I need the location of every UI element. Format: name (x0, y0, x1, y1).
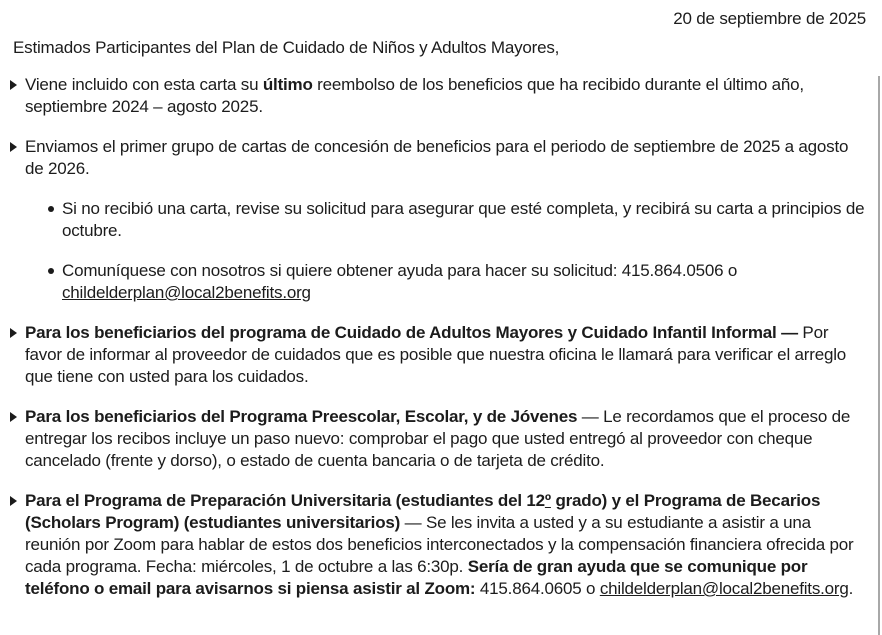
arrow-bullet-icon (10, 80, 17, 90)
item-text (25, 490, 866, 600)
item-text (25, 74, 866, 118)
item-text (25, 406, 866, 472)
bullet-item-college-scholars (13, 490, 866, 600)
text-segment-bold: Para el Programa de Preparación Universitaria (estudiantes del 12 (25, 491, 545, 510)
text-segment: . (848, 579, 854, 598)
text-segment: Por favor de informar al proveedor de cuidados que es posible que nuestra oficina le llamará para verificar el arreglo que tiene con usted para los cuidados. (25, 323, 847, 386)
ordinal-indicator: º (544, 491, 551, 510)
text-segment-bold: Sería de gran ayuda que se comunique por teléfono o email para avisarnos si piensa asistir al Zoom: (25, 557, 808, 598)
bullet-item-final-reimbursement (13, 74, 866, 118)
arrow-bullet-icon (10, 496, 17, 506)
text-segment-bold: último (262, 75, 313, 94)
text-segment: Viene incluido con esta carta su (25, 75, 263, 94)
text-segment: 415.864.0605 o (475, 579, 600, 598)
item-text: Enviamos el primer grupo de cartas de concesión de beneficios para el periodo de septiembre de 2025 a agosto de 2026. (25, 137, 849, 178)
arrow-bullet-icon (10, 412, 17, 422)
salutation: Estimados Participantes del Plan de Cuidado de Niños y Adultos Mayores, (13, 38, 560, 57)
text-segment-bold: Para los beneficiarios del programa de Cuidado de Adultos Mayores y Cuidado Infantil Informal — (25, 323, 798, 342)
text-segment: — Se les invita a usted y a su estudiante a asistir a una reunión por Zoom para hablar de estos dos beneficios interconectados y la compensación financiera ofrecida por cada programa. Fecha: miércoles, 1 de octubre a las 6:30p. (25, 513, 854, 576)
item-text (25, 322, 866, 388)
dot-bullet-icon (48, 206, 54, 212)
text-segment-bold: Para los beneficiarios del Programa Preescolar, Escolar, y de Jóvenes (25, 407, 578, 426)
bullet-item-award-letters (13, 136, 866, 180)
item-text (62, 260, 866, 304)
arrow-bullet-icon (10, 142, 17, 152)
right-edge-line (878, 76, 880, 635)
text-segment: Comuníquese con nosotros si quiere obtener ayuda para hacer su solicitud: 415.864.0506 o (62, 261, 738, 280)
letter-date: 20 de septiembre de 2025 (673, 9, 866, 28)
email-link[interactable]: childelderplan@local2benefits.org (599, 579, 849, 598)
text-segment-bold: grado) y el Programa de Becarios (Scholars Program) (estudiantes universitarios) (25, 491, 821, 532)
text-segment: reembolso de los beneficios que ha recibido durante el último año, septiembre 2024 – agosto 2025. (25, 75, 804, 116)
email-link[interactable]: childelderplan@local2benefits.org (62, 283, 311, 302)
bullet-item-adult-informal-care (13, 322, 866, 388)
sub-bullet-contact-help (13, 260, 866, 304)
bullet-item-preschool-school-youth (13, 406, 866, 472)
sub-bullet-no-letter (13, 198, 866, 242)
dot-bullet-icon (48, 268, 54, 274)
item-text: Si no recibió una carta, revise su solicitud para asegurar que esté completa, y recibirá su carta a principios de octubre. (62, 199, 865, 240)
text-segment: — Le recordamos que el proceso de entregar los recibos incluye un paso nuevo: comprobar el pago que usted entregó al proveedor con cheque cancelado (frente y dorso), o estado de cuenta bancaria o de tarjeta de crédito. (25, 407, 851, 470)
arrow-bullet-icon (10, 328, 17, 338)
